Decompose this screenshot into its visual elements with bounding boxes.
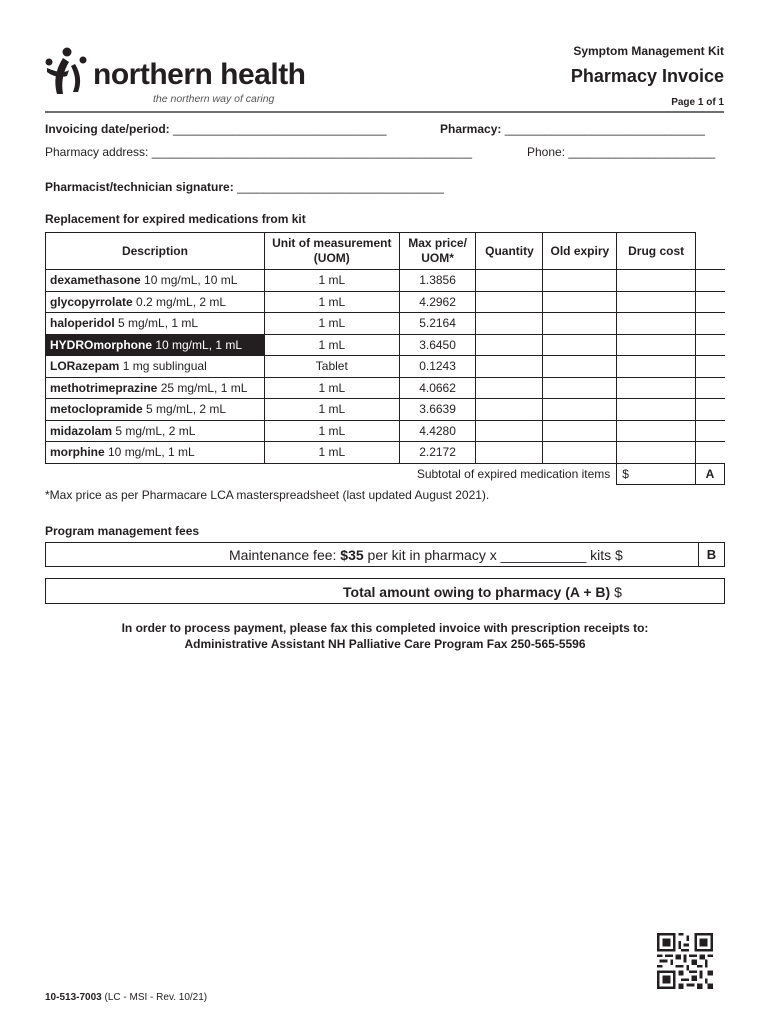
subtotal-value-cell[interactable]: $: [617, 463, 696, 485]
med-quantity-cell[interactable]: [476, 399, 543, 421]
med-letter-cell: [696, 313, 725, 335]
med-uom: 1 mL: [264, 420, 399, 442]
med-letter-cell: [696, 442, 725, 464]
med-description: [46, 291, 265, 313]
med-old-expiry-cell[interactable]: [543, 420, 617, 442]
subtotal-label: Subtotal of expired medication items: [416, 467, 611, 481]
maintenance-fee-box: [45, 542, 725, 567]
med-description: [46, 270, 265, 292]
northern-health-logo-icon: [43, 46, 91, 98]
med-drug-cost-cell[interactable]: [617, 291, 696, 313]
form-code: [45, 992, 207, 1003]
replacement-section-title: Replacement for expired medications from kit: [45, 212, 306, 226]
med-name: morphine: [50, 445, 105, 460]
med-drug-cost-cell[interactable]: [617, 334, 696, 356]
qr-code-icon: [657, 933, 713, 989]
med-max-price: 4.2962: [399, 291, 476, 313]
med-description: [46, 399, 265, 421]
logo-text: northern health: [93, 58, 306, 91]
logo-tagline: the northern way of caring: [153, 93, 275, 105]
fee-suffix[interactable]: per kit in pharmacy x ___________ kits $: [363, 547, 623, 563]
med-name: metoclopramide: [50, 402, 143, 417]
med-drug-cost-cell[interactable]: [617, 313, 696, 335]
med-uom: 1 mL: [264, 334, 399, 356]
invoice-title: Pharmacy Invoice: [570, 66, 724, 86]
pharmacy-field[interactable]: [440, 122, 705, 136]
med-description: [46, 313, 265, 335]
program-fees-title: Program management fees: [45, 524, 200, 538]
col-uom-line1: Unit of measurement: [272, 236, 392, 250]
med-drug-cost-cell[interactable]: [617, 377, 696, 399]
med-description: [46, 334, 265, 356]
med-max-price: 5.2164: [399, 313, 476, 335]
med-max-price: 4.4280: [399, 420, 476, 442]
med-max-price: 2.2172: [399, 442, 476, 464]
med-name: LORazepam: [50, 359, 120, 374]
maintenance-fee-text[interactable]: [229, 547, 623, 563]
med-description: [46, 377, 265, 399]
med-uom: Tablet: [264, 356, 399, 378]
med-old-expiry-cell[interactable]: [543, 334, 617, 356]
med-drug-cost-cell[interactable]: [617, 399, 696, 421]
phone-blank[interactable]: ______________________: [568, 145, 716, 159]
med-letter-cell: [696, 291, 725, 313]
col-drug-cost: Drug cost: [617, 233, 696, 270]
col-old-expiry: Old expiry: [543, 233, 617, 270]
med-name: glycopyrrolate: [50, 294, 133, 309]
fee-amount: $35: [340, 547, 364, 563]
invoicing-date-label: Invoicing date/period:: [45, 122, 170, 136]
med-old-expiry-cell[interactable]: [543, 377, 617, 399]
signature-label: Pharmacist/technician signature:: [45, 180, 234, 194]
pharmacy-blank[interactable]: ______________________________: [504, 122, 705, 136]
med-uom: 1 mL: [264, 270, 399, 292]
med-strength: 5 mg/mL, 2 mL: [112, 423, 196, 438]
col-uom: [264, 233, 399, 270]
med-letter-cell: [696, 399, 725, 421]
total-currency[interactable]: $: [614, 584, 622, 600]
page-number: Page 1 of 1: [671, 97, 724, 108]
fee-letter: B: [698, 543, 724, 566]
signature-field[interactable]: [45, 180, 444, 194]
med-quantity-cell[interactable]: [476, 334, 543, 356]
col-quantity: Quantity: [476, 233, 543, 270]
total-box: [45, 578, 725, 604]
med-quantity-cell[interactable]: [476, 356, 543, 378]
med-strength: 10 mg/mL, 1 mL: [104, 445, 195, 460]
med-drug-cost-cell[interactable]: [617, 356, 696, 378]
med-old-expiry-cell[interactable]: [543, 313, 617, 335]
med-old-expiry-cell[interactable]: [543, 291, 617, 313]
med-old-expiry-cell[interactable]: [543, 399, 617, 421]
med-old-expiry-cell[interactable]: [543, 356, 617, 378]
total-label: Total amount owing to pharmacy (A + B): [343, 584, 611, 600]
med-max-price: 3.6450: [399, 334, 476, 356]
table-row: [46, 356, 725, 378]
payment-instruction-line1: In order to process payment, please fax this completed invoice with prescription receipts to:: [121, 621, 649, 635]
med-strength: 5 mg/mL, 1 mL: [114, 316, 199, 331]
invoicing-date-field[interactable]: [45, 122, 387, 136]
table-row: [46, 442, 725, 464]
med-quantity-cell[interactable]: [476, 313, 543, 335]
table-row: [46, 313, 725, 335]
col-max-price: [399, 233, 476, 270]
table-row: [46, 399, 725, 421]
med-strength: 0.2 mg/mL, 2 mL: [132, 294, 227, 309]
table-row: [46, 377, 725, 399]
med-strength: 1 mg sublingual: [119, 359, 207, 374]
med-uom: 1 mL: [264, 442, 399, 464]
med-quantity-cell[interactable]: [476, 270, 543, 292]
med-drug-cost-cell[interactable]: [617, 420, 696, 442]
med-letter-cell: [696, 377, 725, 399]
med-uom: 1 mL: [264, 399, 399, 421]
med-letter-cell: [696, 334, 725, 356]
pharmacy-address-blank[interactable]: ________________________________________________: [151, 145, 473, 159]
subtotal-row: [46, 463, 725, 485]
col-max-line1: Max price/: [408, 236, 467, 250]
med-name: midazolam: [50, 423, 113, 438]
med-quantity-cell[interactable]: [476, 420, 543, 442]
col-uom-line2: (UOM): [313, 251, 350, 265]
med-quantity-cell[interactable]: [476, 377, 543, 399]
med-uom: 1 mL: [264, 291, 399, 313]
med-old-expiry-cell[interactable]: [543, 270, 617, 292]
med-max-price: 1.3856: [399, 270, 476, 292]
phone-field[interactable]: [527, 145, 715, 159]
med-drug-cost-cell[interactable]: [617, 270, 696, 292]
med-max-price: 3.6639: [399, 399, 476, 421]
med-uom: 1 mL: [264, 377, 399, 399]
med-max-price: 0.1243: [399, 356, 476, 378]
pharmacy-address-label: Pharmacy address:: [45, 145, 149, 159]
med-name: dexamethasone: [50, 273, 141, 288]
med-strength: 10 mg/mL, 1 mL: [152, 337, 243, 352]
max-price-footnote: *Max price as per Pharmacare LCA masterspreadsheet (last updated August 2021).: [45, 488, 490, 502]
pharmacy-label: Pharmacy:: [440, 122, 502, 136]
invoicing-date-blank[interactable]: ________________________________: [173, 122, 387, 136]
table-row: [46, 270, 725, 292]
med-uom: 1 mL: [264, 313, 399, 335]
med-description: [46, 420, 265, 442]
table-row: [46, 334, 725, 356]
pharmacy-address-field[interactable]: [45, 145, 472, 159]
med-drug-cost-cell[interactable]: [617, 442, 696, 464]
med-quantity-cell[interactable]: [476, 291, 543, 313]
med-name: methotrimeprazine: [50, 380, 158, 395]
signature-blank[interactable]: _______________________________: [237, 180, 444, 194]
med-old-expiry-cell[interactable]: [543, 442, 617, 464]
phone-label: Phone:: [527, 145, 566, 159]
header-divider: [45, 111, 724, 113]
med-letter-cell: [696, 270, 725, 292]
payment-instruction-line2: Administrative Assistant NH Palliative Care Program Fax 250-565-5596: [184, 637, 586, 651]
med-description: [46, 356, 265, 378]
med-max-price: 4.0662: [399, 377, 476, 399]
total-text[interactable]: [343, 584, 622, 600]
medication-table: [45, 232, 725, 485]
form-revision: (LC - MSI - Rev. 10/21): [101, 992, 208, 1003]
med-description: [46, 442, 265, 464]
med-strength: 10 mg/mL, 10 mL: [140, 273, 238, 288]
col-max-line2: UOM*: [421, 251, 454, 265]
col-letter: [696, 233, 725, 270]
table-row: [46, 291, 725, 313]
med-quantity-cell[interactable]: [476, 442, 543, 464]
subtotal-letter: A: [696, 463, 725, 485]
med-name: HYDROmorphone: [50, 337, 152, 352]
fee-prefix: Maintenance fee:: [229, 547, 341, 563]
med-strength: 25 mg/mL, 1 mL: [157, 380, 248, 395]
med-letter-cell: [696, 356, 725, 378]
med-strength: 5 mg/mL, 2 mL: [142, 402, 227, 417]
col-description: Description: [46, 233, 265, 270]
med-name: haloperidol: [50, 316, 115, 331]
table-header-row: [46, 233, 725, 270]
form-number: 10-513-7003: [45, 992, 102, 1003]
med-letter-cell: [696, 420, 725, 442]
kit-title: Symptom Management Kit: [573, 44, 724, 58]
table-row: [46, 420, 725, 442]
